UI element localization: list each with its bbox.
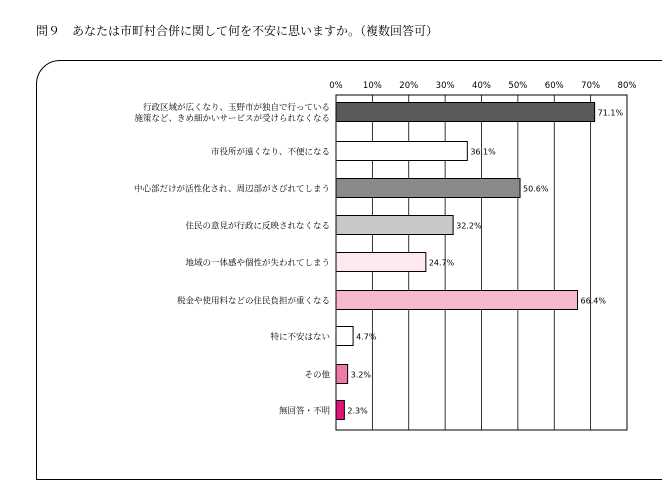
value-label: 24.7%: [428, 258, 455, 268]
category-label: 地域の一体感や個性が失われてしまう: [185, 258, 330, 269]
value-label: 36.1%: [470, 147, 496, 157]
value-label: 50.6%: [523, 184, 549, 194]
x-tick-label: 70%: [581, 81, 601, 91]
x-tick-label: 10%: [362, 81, 382, 91]
value-label: 66.4%: [580, 296, 606, 306]
category-label: 特に不安はない: [270, 332, 330, 343]
bar: [336, 401, 344, 420]
x-tick-label: 30%: [435, 81, 455, 91]
x-tick-label: 40%: [472, 81, 491, 91]
bar: [336, 142, 467, 161]
category-labels: [134, 102, 331, 417]
x-tick-labels: [329, 81, 636, 91]
value-label: 71.1%: [597, 108, 624, 118]
value-label: 4.7%: [356, 332, 377, 342]
question-title: 問９ あなたは市町村合併に関して何を不安に思いますか。（複数回答可）: [36, 24, 439, 38]
x-tick-label: 50%: [508, 81, 528, 91]
category-label: 住民の意見が行政に反映されなくなる: [185, 221, 330, 232]
bar: [336, 179, 520, 198]
category-label: 行政区域が広くなり、玉野市が独自で行っている施策など、きめ細かいサービスが受けられなくなる: [134, 103, 330, 124]
category-label: 無回答・不明: [278, 406, 330, 417]
x-tick-label: 20%: [399, 81, 419, 91]
bar: [336, 291, 578, 310]
bar: [336, 253, 426, 272]
category-label: その他: [304, 370, 330, 381]
x-tick-label: 0%: [329, 81, 343, 91]
category-label: 市役所が遠くなり、不便になる: [210, 147, 330, 158]
category-label: 税金や使用料などの住民負担が重くなる: [176, 296, 330, 307]
value-label: 3.2%: [350, 370, 371, 380]
category-label: 中心部だけが活性化され、周辺部がさびれてしまう: [133, 184, 330, 195]
bar: [336, 103, 595, 122]
x-tick-label: 60%: [544, 81, 564, 91]
bar: [336, 327, 353, 346]
bar: [336, 216, 453, 235]
value-label: 32.2%: [456, 221, 482, 231]
bars: [336, 103, 595, 420]
bar: [336, 365, 348, 384]
value-label: 2.3%: [347, 406, 368, 416]
x-tick-label: 80%: [617, 81, 637, 91]
